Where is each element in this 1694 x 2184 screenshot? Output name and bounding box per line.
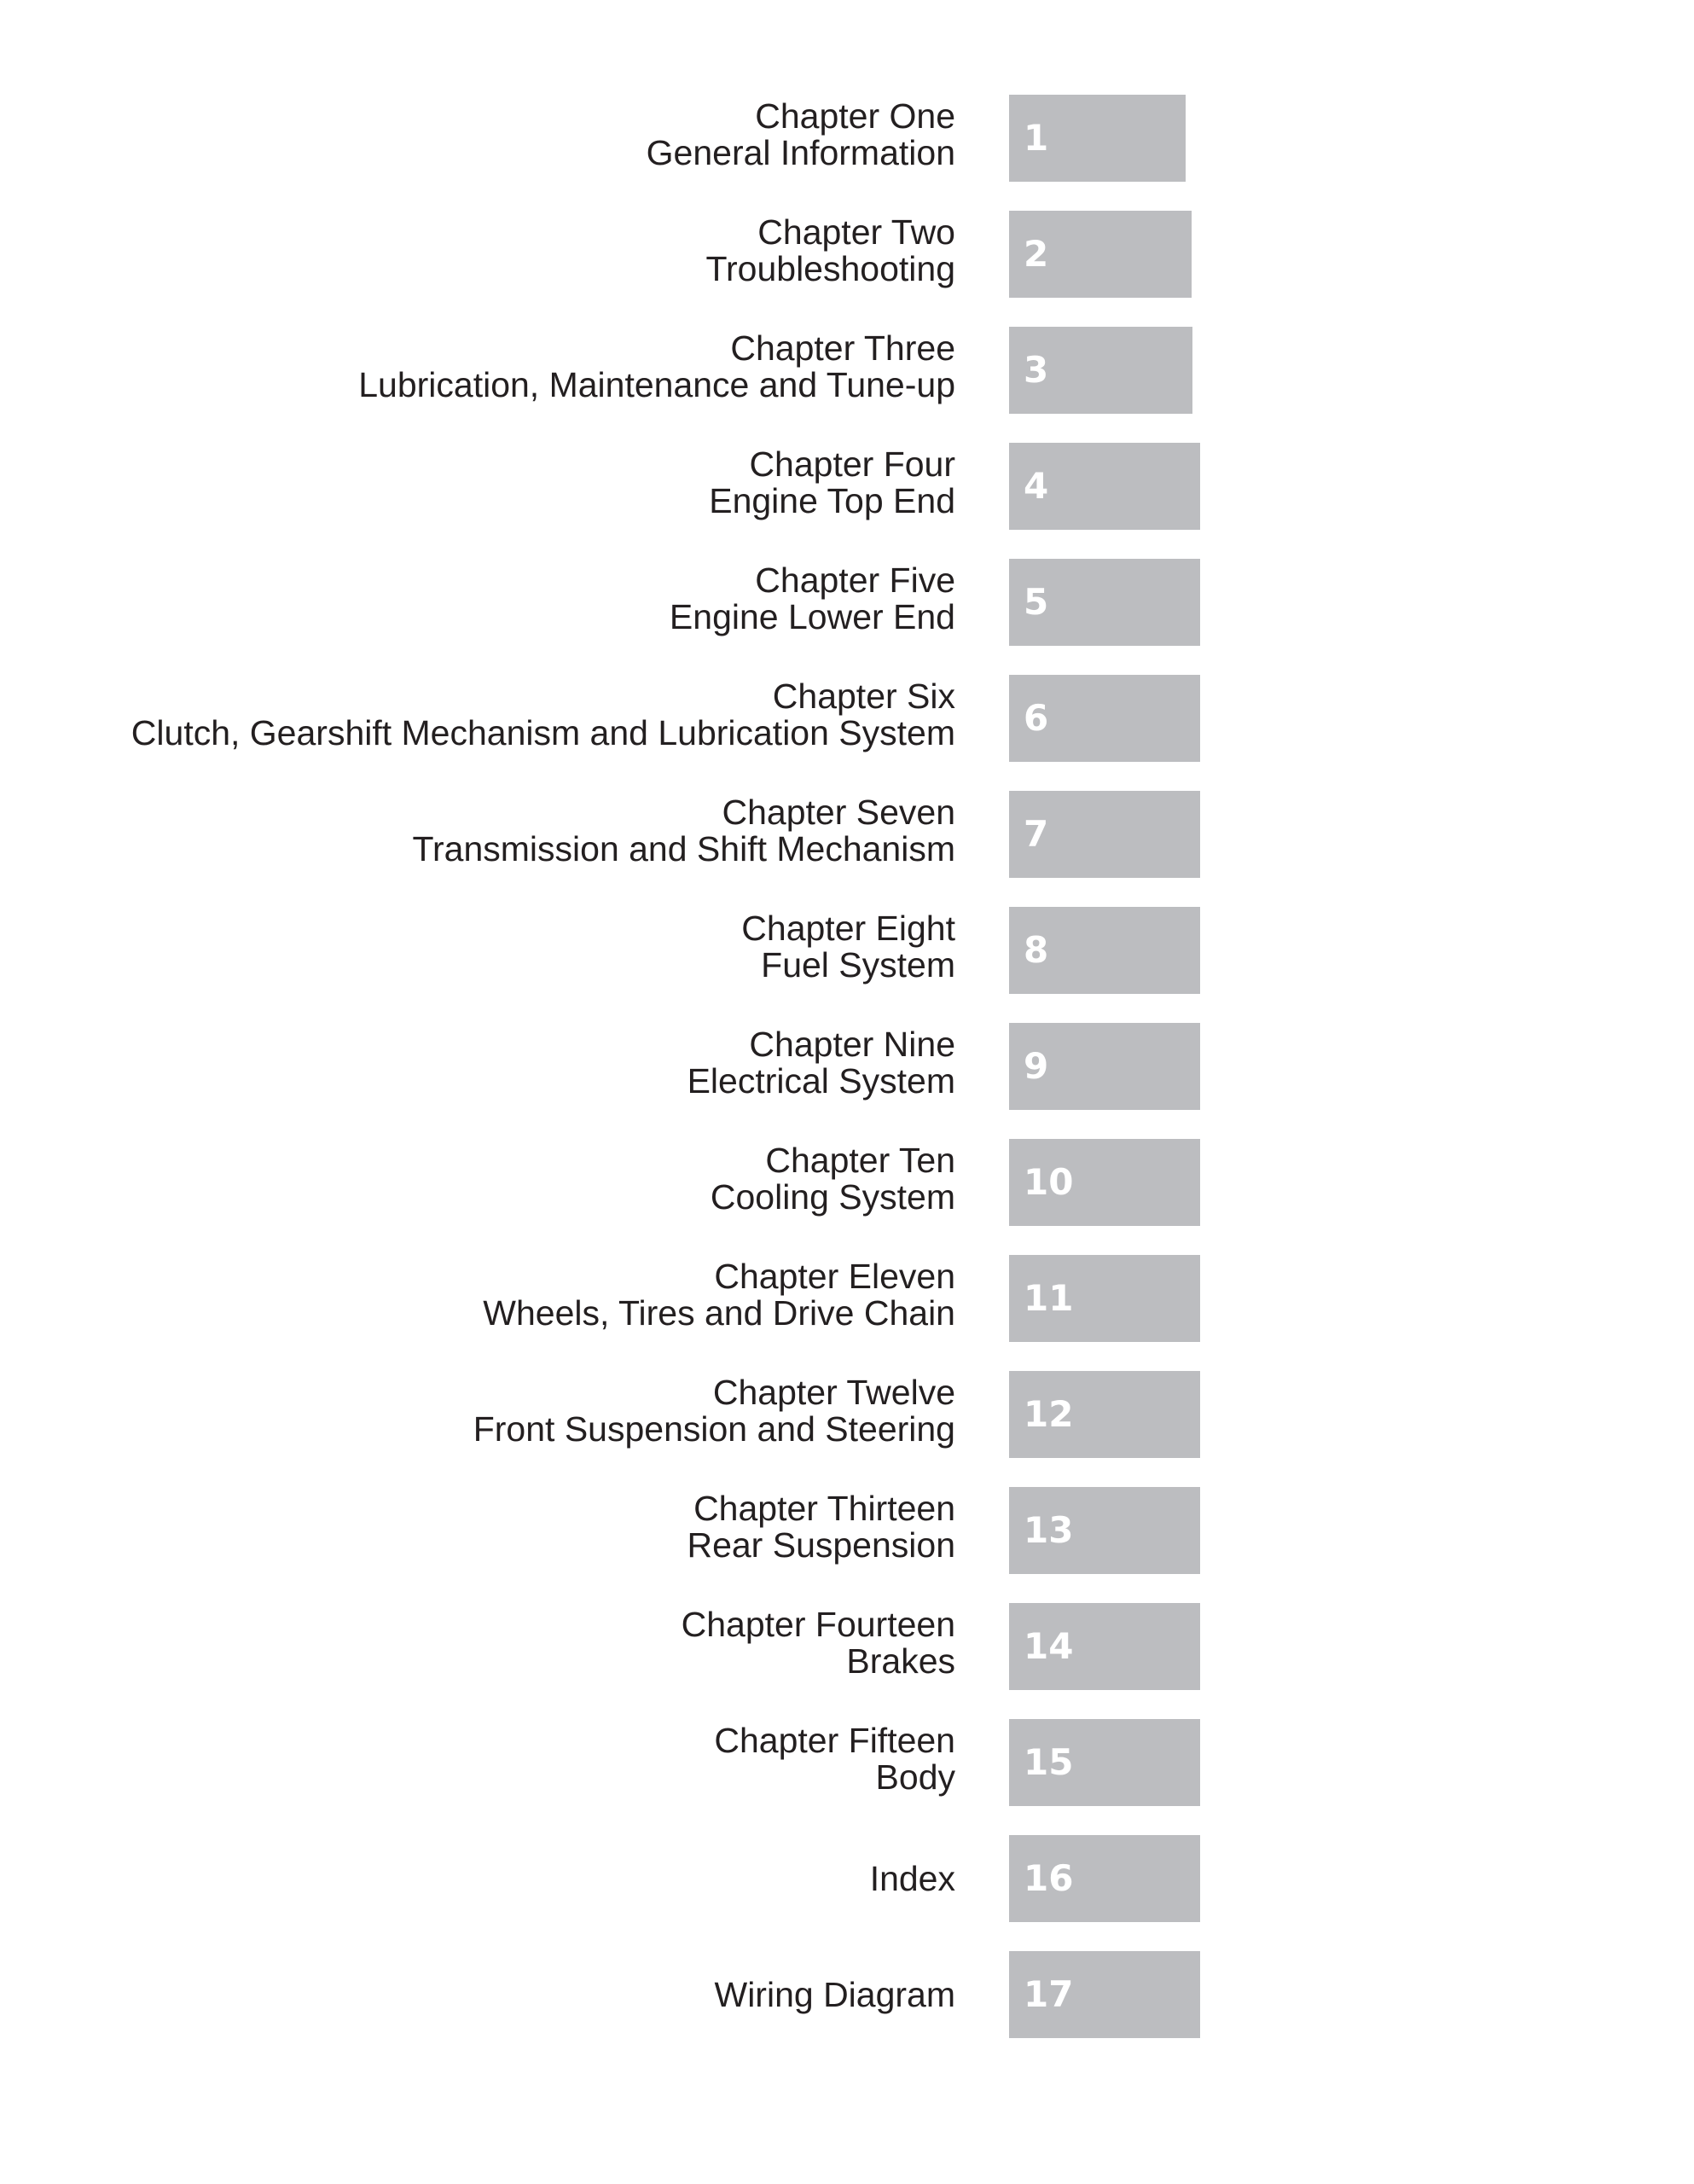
- chapter-tab-number: 3: [1024, 349, 1049, 391]
- toc-entry-text: [715, 1977, 956, 2013]
- toc-entry-text: [687, 1490, 955, 1564]
- toc-entry-text: [670, 562, 955, 636]
- chapter-tab-number: 6: [1024, 697, 1049, 739]
- chapter-tab-10[interactable]: [1009, 1139, 1200, 1226]
- chapter-title: Engine Lower End: [669, 597, 955, 636]
- chapter-title: General Information: [646, 133, 955, 172]
- chapter-tab-16[interactable]: [1009, 1835, 1200, 1922]
- chapter-label: Chapter One: [755, 96, 955, 136]
- chapter-tab-15[interactable]: [1009, 1719, 1200, 1806]
- toc-entry-text: [647, 98, 955, 171]
- chapter-label: Chapter Twelve: [712, 1373, 955, 1412]
- chapter-title: Brakes: [846, 1641, 955, 1681]
- chapter-tab-9[interactable]: [1009, 1023, 1200, 1110]
- chapter-title: Rear Suspension: [687, 1525, 955, 1565]
- toc-entry-text: [473, 1374, 955, 1448]
- chapter-tab-number: 13: [1024, 1509, 1074, 1551]
- chapter-tab-8[interactable]: [1009, 907, 1200, 994]
- chapter-label: Chapter Three: [730, 328, 955, 368]
- toc-entry-index[interactable]: [0, 1835, 1694, 1922]
- chapter-title: Troubleshooting: [705, 249, 955, 288]
- chapter-title: Wheels, Tires and Drive Chain: [483, 1293, 955, 1333]
- toc-entry-chapter-11[interactable]: [0, 1255, 1694, 1342]
- chapter-label: Chapter Fourteen: [681, 1605, 955, 1644]
- chapter-tab-number: 15: [1024, 1741, 1074, 1783]
- chapter-title: Transmission and Shift Mechanism: [412, 829, 955, 868]
- toc-entry-chapter-3[interactable]: [0, 327, 1694, 414]
- chapter-tab-14[interactable]: [1009, 1603, 1200, 1690]
- chapter-tab-number: 4: [1024, 465, 1049, 507]
- chapter-tab-5[interactable]: [1009, 559, 1200, 646]
- chapter-title: Lubrication, Maintenance and Tune-up: [358, 365, 955, 404]
- chapter-tab-number: 16: [1024, 1857, 1074, 1899]
- chapter-tab-17[interactable]: [1009, 1951, 1200, 2038]
- toc-entry-chapter-14[interactable]: [0, 1603, 1694, 1690]
- section-title: Wiring Diagram: [714, 1975, 955, 2014]
- toc-entry-chapter-15[interactable]: [0, 1719, 1694, 1806]
- toc-entry-chapter-13[interactable]: [0, 1487, 1694, 1574]
- chapter-label: Chapter Eleven: [714, 1257, 955, 1296]
- chapter-label: Chapter Nine: [749, 1025, 955, 1064]
- chapter-label: Chapter Two: [757, 212, 955, 252]
- toc-entry-chapter-1[interactable]: [0, 95, 1694, 182]
- chapter-tab-number: 14: [1024, 1625, 1074, 1667]
- chapter-tab-number: 7: [1024, 813, 1049, 855]
- chapter-tab-number: 10: [1024, 1161, 1074, 1203]
- toc-entry-chapter-5[interactable]: [0, 559, 1694, 646]
- chapter-tab-number: 2: [1024, 233, 1049, 275]
- toc-entry-chapter-7[interactable]: [0, 791, 1694, 878]
- chapter-tab-7[interactable]: [1009, 791, 1200, 878]
- chapter-label: Chapter Ten: [765, 1141, 955, 1180]
- chapter-label: Chapter Six: [772, 677, 955, 716]
- chapter-tab-4[interactable]: [1009, 443, 1200, 530]
- chapter-title: Engine Top End: [709, 481, 955, 520]
- toc-entry-chapter-4[interactable]: [0, 443, 1694, 530]
- chapter-tab-12[interactable]: [1009, 1371, 1200, 1458]
- toc-entry-text: [131, 678, 955, 752]
- toc-entry-chapter-8[interactable]: [0, 907, 1694, 994]
- chapter-title: Front Suspension and Steering: [473, 1409, 955, 1449]
- toc-entry-text: [705, 214, 955, 288]
- toc-entry-chapter-10[interactable]: [0, 1139, 1694, 1226]
- chapter-title: Fuel System: [761, 945, 955, 985]
- chapter-tab-3[interactable]: [1009, 327, 1192, 414]
- chapter-label: Chapter Fifteen: [714, 1721, 955, 1760]
- toc-entry-text: [714, 1722, 955, 1796]
- chapter-title: Body: [875, 1757, 955, 1797]
- chapter-tab-number: 17: [1024, 1973, 1074, 2015]
- toc-entry-chapter-6[interactable]: [0, 675, 1694, 762]
- toc-entry-text: [870, 1861, 955, 1897]
- toc-entry-text: [483, 1258, 955, 1332]
- chapter-title: Electrical System: [687, 1061, 955, 1101]
- chapter-label: Chapter Five: [755, 561, 955, 600]
- toc-entry-text: [682, 1606, 955, 1680]
- chapter-tab-13[interactable]: [1009, 1487, 1200, 1574]
- toc-entry-chapter-2[interactable]: [0, 211, 1694, 298]
- toc-entry-text: [741, 910, 955, 984]
- chapter-label: Chapter Four: [749, 444, 955, 484]
- chapter-tab-11[interactable]: [1009, 1255, 1200, 1342]
- toc-entry-text: [687, 1026, 955, 1100]
- section-title: Index: [869, 1859, 955, 1898]
- chapter-tab-1[interactable]: [1009, 95, 1186, 182]
- chapter-tab-number: 9: [1024, 1045, 1049, 1087]
- chapter-tab-number: 1: [1024, 117, 1049, 159]
- toc-entry-wiring-diagram[interactable]: [0, 1951, 1694, 2038]
- chapter-tab-2[interactable]: [1009, 211, 1192, 298]
- chapter-tab-6[interactable]: [1009, 675, 1200, 762]
- toc-entry-text: [711, 1142, 955, 1216]
- toc-entry-text: [412, 794, 955, 868]
- chapter-label: Chapter Seven: [722, 793, 955, 832]
- chapter-tab-number: 5: [1024, 581, 1049, 623]
- chapter-title: Cooling System: [710, 1177, 955, 1217]
- toc-entry-chapter-9[interactable]: [0, 1023, 1694, 1110]
- chapter-tab-number: 8: [1024, 929, 1049, 971]
- toc-entry-text: [358, 330, 955, 404]
- toc-entry-chapter-12[interactable]: [0, 1371, 1694, 1458]
- toc-entry-text: [709, 446, 955, 520]
- chapter-tab-number: 12: [1024, 1393, 1074, 1435]
- chapter-tab-number: 11: [1024, 1277, 1074, 1319]
- chapter-title: Clutch, Gearshift Mechanism and Lubrication System: [131, 713, 955, 752]
- chapter-label: Chapter Thirteen: [693, 1489, 955, 1528]
- chapter-label: Chapter Eight: [741, 909, 955, 948]
